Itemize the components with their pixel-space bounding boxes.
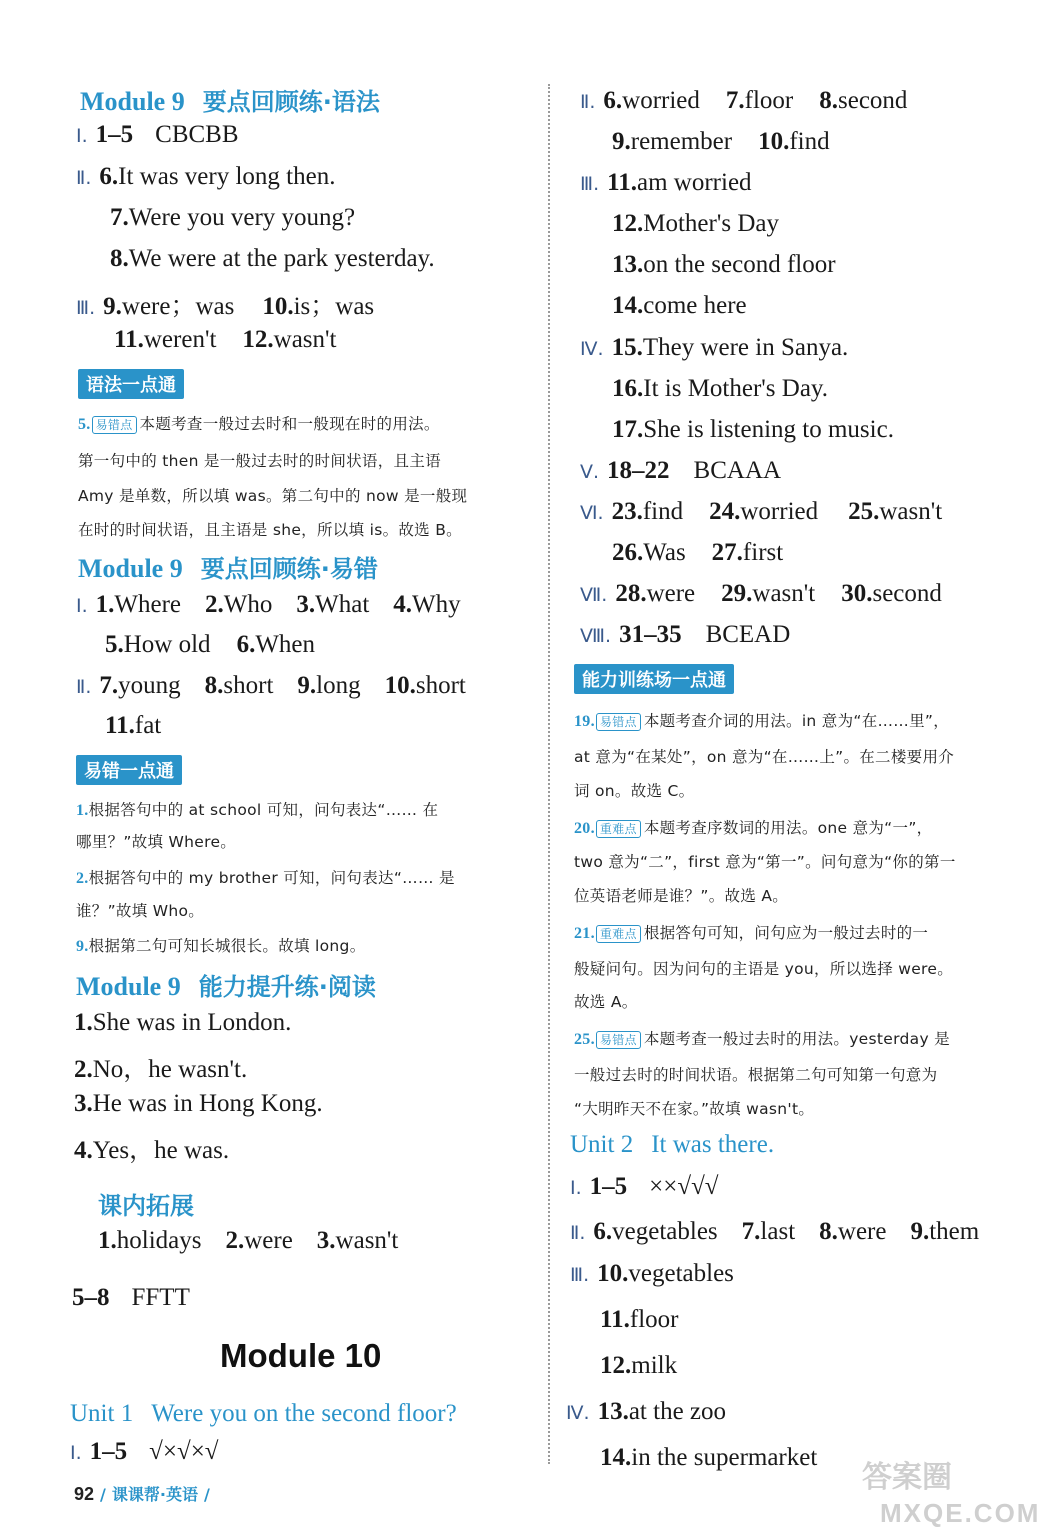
answer-line: 1.holidays 2.were 3.wasn't [98,1227,399,1254]
answer-line: Ⅱ. 6.worried 7.floor 8.second [580,87,908,114]
answer-line: 11.weren't 12.wasn't [114,326,337,353]
module9-error-heading: Module 9 要点回顾练·易错 [78,554,378,583]
watermark-url: MXQE.COM [880,1498,1041,1528]
answer-line: Ⅱ. 6.vegetables 7.last 8.were 9.them [570,1218,980,1245]
answer-line: Ⅷ. 31–35 BCEAD [580,621,791,648]
answer-line: Ⅲ. 10.vegetables [570,1260,734,1287]
answer-line: Ⅳ. 15.They were in Sanya. [580,334,849,361]
answer-line: 8.We were at the park yesterday. [110,245,435,272]
answer-line: 4.Yes，he was. [74,1137,230,1164]
page-footer: 92 / 课课帮·英语 / [74,1484,210,1504]
unit1-heading: Unit 1 Were you on the second floor? [70,1400,457,1427]
module10-heading: Module 10 [220,1337,382,1374]
answer-line: 14.in the supermarket [600,1444,818,1471]
answer-line: 1.She was in London. [74,1009,292,1036]
answer-line: Ⅰ. 1–5 CBCBB [76,121,239,148]
answer-line: 11.floor [600,1306,679,1333]
answer-line: 5.How old 6.When [105,631,316,658]
answer-line: 17.She is listening to music. [612,416,894,443]
answer-line: Ⅶ. 28.were 29.wasn't 30.second [580,580,942,607]
answer-line: 7.Were you very young? [110,204,356,231]
answer-line: 12.Mother's Day [612,210,779,237]
answer-line: 13.on the second floor [612,251,836,278]
answer-line: Ⅰ. 1–5 ××√√√ [570,1173,719,1200]
answer-line: 9.remember 10.find [612,128,830,155]
answer-line: 26.Was 27.first [612,539,784,566]
answer-line: Ⅰ. 1.Where 2.Who 3.What 4.Why [76,591,461,618]
answer-line: 16.It is Mother's Day. [612,375,829,402]
watermark-logo: 答案圈 [862,1460,952,1495]
answer-line: Ⅳ. 13.at the zoo [566,1398,727,1425]
answer-line: Ⅰ. 1–5 √×√×√ [70,1438,219,1465]
column-divider [548,84,550,1464]
book-title: 课课帮·英语 [111,1485,198,1504]
answer-line: 2.No，he wasn't. [74,1056,248,1083]
answer-line: Ⅲ. 9.were；was 10.is；was [76,293,375,320]
answer-line: Ⅵ. 23.find 24.worried 25.wasn't [580,498,943,525]
answer-line: 5–8 FFTT [72,1284,190,1311]
error-tip-tag: 易错一点通 [76,755,182,785]
answer-line: Ⅱ. 6.It was very long then. [76,163,336,190]
answer-line: Ⅱ. 7.young 8.short 9.long 10.short [76,672,466,699]
answer-line: 11.fat [105,712,162,739]
grammar-tip-tag: 语法一点通 [78,369,184,399]
answer-line: 3.He was in Hong Kong. [74,1090,323,1117]
module9-reading-heading: Module 9 能力提升练·阅读 [76,972,376,1001]
answer-line: 12.milk [600,1352,678,1379]
extension-heading: 课内拓展 [98,1192,194,1220]
answer-line: Ⅴ. 18–22 BCAAA [580,457,782,484]
answer-line: Ⅲ. 11.am worried [580,169,752,196]
page-number: 92 [74,1484,95,1504]
ability-tip-tag: 能力训练场一点通 [574,664,734,694]
answer-line: 14.come here [612,292,747,319]
unit2-heading: Unit 2 It was there. [570,1131,775,1158]
module9-grammar-heading: Module 9 要点回顾练·语法 [80,87,380,116]
